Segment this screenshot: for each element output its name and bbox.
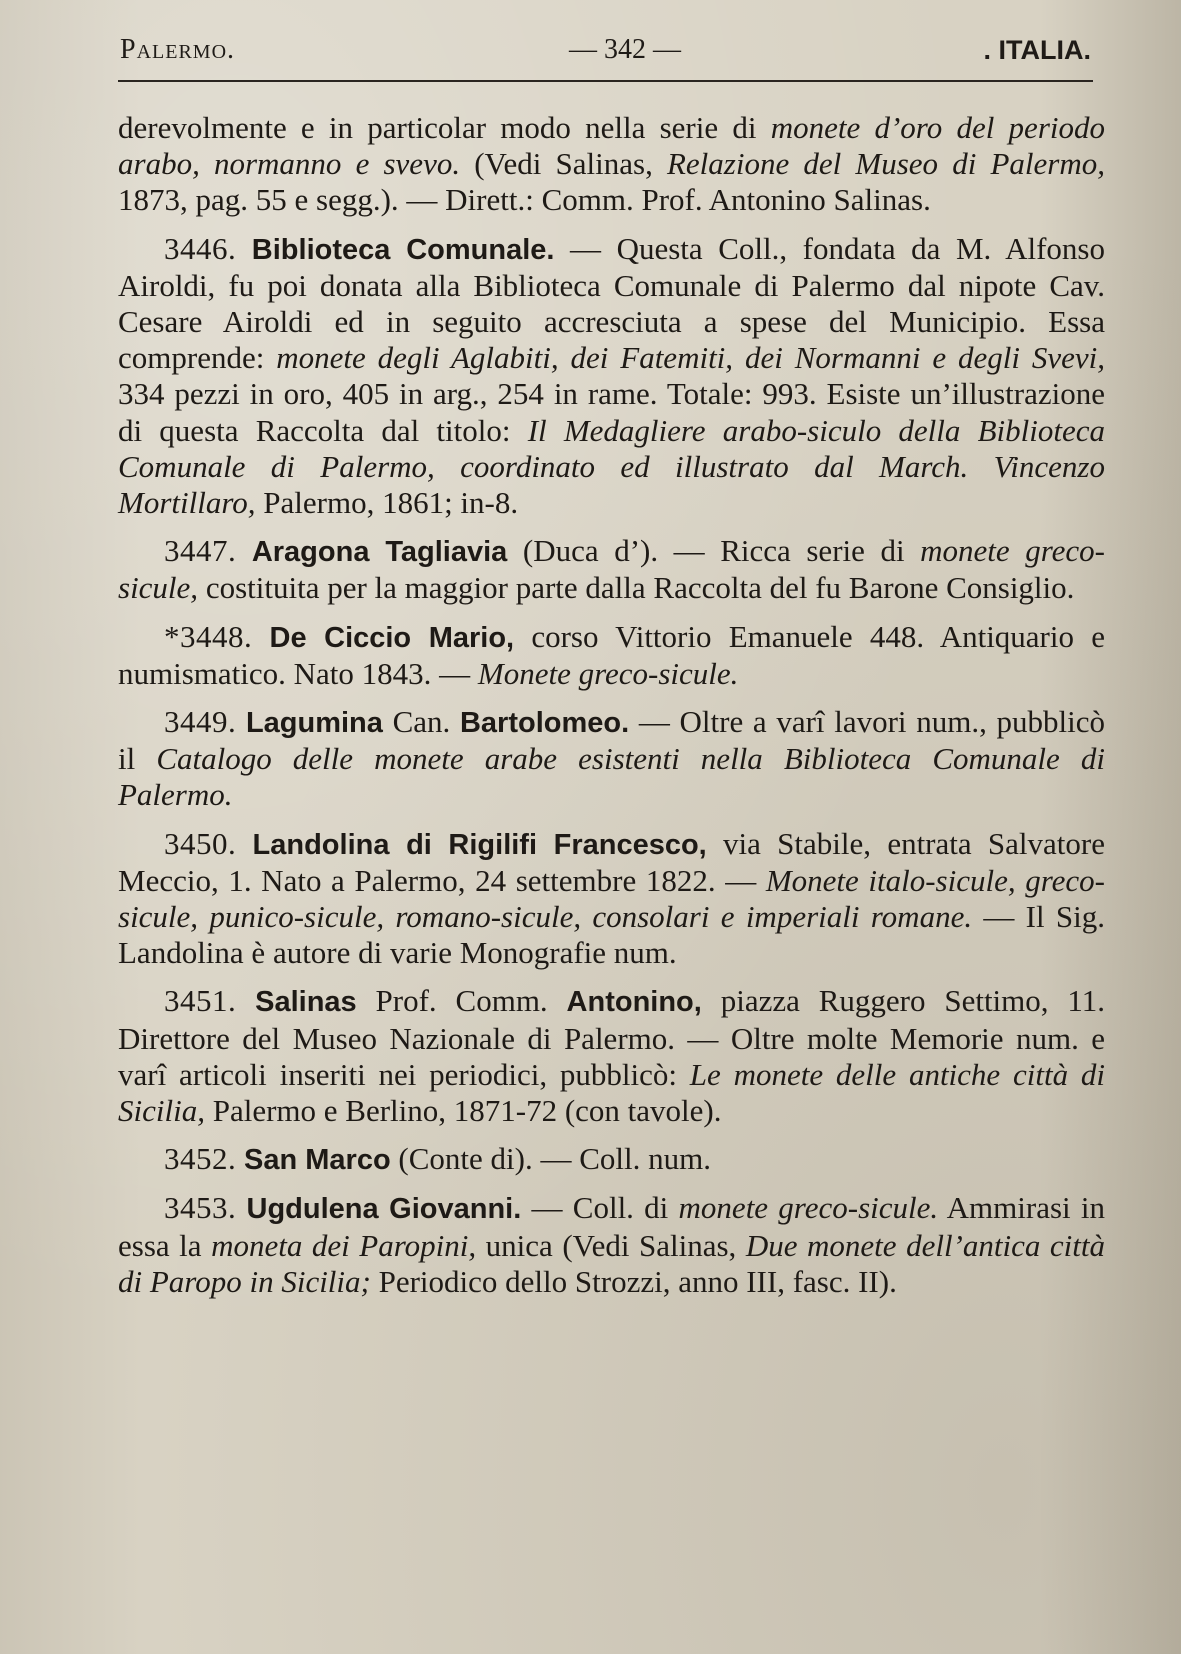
running-head-country: . ITALIA. [983,35,1091,65]
entry-name: San Marco [244,1144,391,1177]
entry-number: 3446. [164,230,237,266]
text-run: — Il Sig. Landolina è autore di varie Monografie num. [118,899,1105,971]
italic-run: Monete greco-sicule. [477,655,739,691]
text-run: corso Vittorio Emanuele 448. Antiquario e numismatico. Nato 1843. — [118,618,1106,691]
entry-3450 [118,826,1105,972]
entry-number: 3450. [164,825,237,861]
entry-name: Ugdulena Giovanni. [246,1193,522,1226]
text-run: (Vedi Salinas, [460,146,667,182]
entry-name: Aragona Tagliavia [251,536,508,569]
text-run: piazza Ruggero Settimo, 11. Direttore del Museo Nazionale di Palermo. — Oltre molte Memorie num. e varî articoli inseriti nei periodici, pubblicò: [118,983,1105,1092]
italic-run: Catalogo delle monete arabe esistenti nella Biblioteca Comunale di Palermo. [118,741,1105,813]
entry-name: Landolina di Rigilifi Francesco, [252,828,707,861]
text-run: Can. [382,704,460,740]
italic-run: monete degli Aglabiti, dei Fatemiti, dei Normanni e degli Svevi, [276,340,1106,376]
italic-run: monete greco-sicule, [118,533,1106,606]
entry-3453 [118,1190,1105,1300]
italic-run: monete greco-sicule. [678,1190,939,1226]
entry-number: 3447. [164,533,237,569]
text-run: — Coll. di [521,1190,679,1226]
entry-3452 [118,1141,1105,1178]
entry-number: 3452. [164,1141,237,1177]
italic-run: Due monete dell’antica città di Paropo in Sicilia; [118,1227,1105,1299]
italic-run: Monete italo-sicule, greco-sicule, punico-sicule, romano-sicule, consolari e imperiali romane. [118,862,1105,935]
entry-number: 3451. [164,983,237,1019]
entry-name-part: Antonino, [566,986,702,1019]
text-run: Ammirasi in essa la [118,1190,1105,1263]
entry-3446 [118,231,1105,522]
italic-run: Relazione del Museo di Palermo, [666,146,1105,182]
running-head [120,30,1091,70]
text-run: 334 pezzi in oro, 405 in arg., 254 in rame. Totale: 993. Esiste un’illustrazione di questa Raccolta dal titolo: [118,376,1105,448]
entry-3447 [118,533,1105,606]
italic-run: Le monete delle antiche città di Sicilia, [118,1056,1105,1129]
entry-name-part: Bartolomeo. [459,707,630,740]
text-run: via Stabile, entrata Salvatore Meccio, 1. Nato a Palermo, 24 settembre 1822. — [118,825,1105,898]
italic-run: monete d’oro del periodo arabo, normanno e svevo. [118,110,1105,182]
entry-name: Lagumina [245,707,383,740]
text-run: Palermo, 1861; in-8. [255,485,519,521]
entry-number: 3453. [164,1190,237,1226]
text-run: Palermo e Berlino, 1871-72 (con tavole). [204,1093,722,1129]
continuation-paragraph [118,110,1105,219]
page-number: — 342 — [569,34,681,65]
text-run: (Conte di). — Coll. num. [390,1141,711,1177]
entry-number: *3448. [164,618,253,654]
entry-number: 3449. [164,704,237,740]
text-run: 1873, pag. 55 e segg.). — Dirett.: Comm. Prof. Antonino Salinas. [118,182,931,218]
text-run: Periodico dello Strozzi, anno III, fasc. II). [370,1263,897,1299]
text-run: costituita per la maggior parte dalla Raccolta del fu Barone Consiglio. [198,570,1075,606]
text-run: (Duca d’). — Ricca serie di [507,533,921,569]
entry-name: Salinas [255,986,357,1019]
header-rule [118,80,1093,82]
entry-3449 [118,704,1105,814]
text-run: unica (Vedi Salinas, [476,1227,746,1263]
entry-3448 [118,619,1105,692]
text-run: derevolmente e in particolar modo nella serie di [118,110,771,145]
text-run: — Oltre a varî lavori num., pubblicò il [118,704,1106,777]
italic-run: moneta dei Paropini, [211,1227,477,1263]
page-body [118,110,1105,1312]
entry-3451 [118,983,1105,1129]
entry-name: De Ciccio Mario, [269,621,515,654]
entry-name: Biblioteca Comunale. [251,233,555,266]
italic-run: Il Medagliere arabo-siculo della Biblioteca Comunale di Palermo, coordinato ed illustrato dal March. Vincenzo Mortillaro, [118,412,1105,521]
running-head-city: Palermo. [120,34,236,65]
text-run: — Questa Coll., fondata da M. Alfonso Airoldi, fu poi donata alla Biblioteca Comunale di Palermo dal nipote Cav. Cesare Airoldi ed in seguito accresciuta a spese del Municipio. Essa comprende: [118,230,1105,376]
text-run: Prof. Comm. [356,983,567,1019]
